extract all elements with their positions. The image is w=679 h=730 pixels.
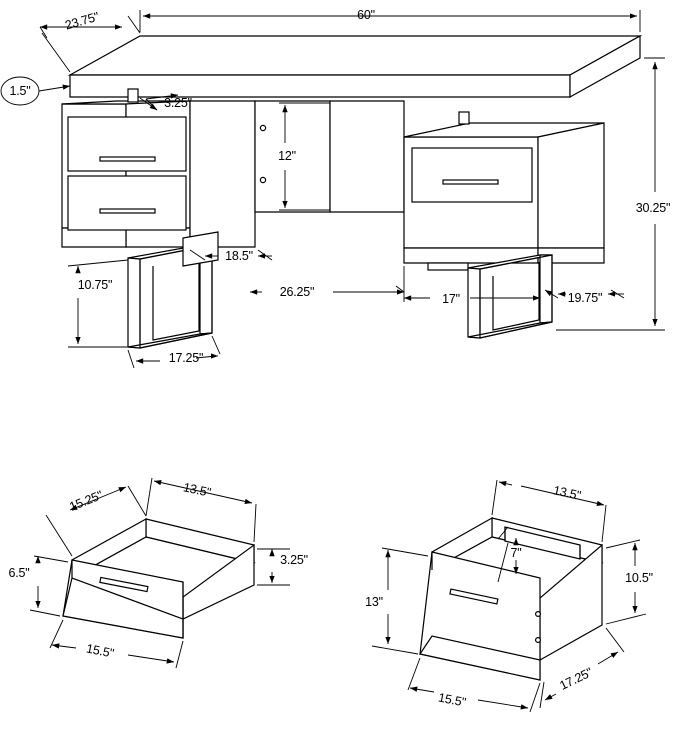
dim-label-13: 13" bbox=[365, 595, 383, 609]
dim-label-7: 7" bbox=[510, 546, 522, 560]
dim-label-17: 17" bbox=[442, 292, 460, 306]
dim-label-3-25-drawer: 3.25" bbox=[280, 553, 308, 567]
dim-label-23-75: 23.75" bbox=[63, 9, 101, 33]
dim-label-10-5: 10.5" bbox=[625, 571, 653, 585]
dim-label-13-5-left: 13.5" bbox=[181, 480, 213, 500]
dim-label-15-25: 15.25" bbox=[67, 488, 105, 514]
dim-label-30-25: 30.25" bbox=[635, 201, 671, 215]
dim-label-12: 12" bbox=[278, 149, 296, 163]
drawer-open-right-view bbox=[372, 480, 646, 712]
dim-label-15-5-left: 15.5" bbox=[85, 641, 115, 661]
dim-label-6-5: 6.5" bbox=[8, 566, 30, 580]
dim-label-19-75: 19.75" bbox=[567, 291, 603, 305]
right-pedestal bbox=[404, 112, 604, 270]
desk-top bbox=[70, 36, 640, 97]
dim-label-26-25: 26.25" bbox=[279, 285, 315, 299]
desk-front-view bbox=[1, 10, 665, 368]
right-leg-frame bbox=[468, 255, 552, 338]
dim-label-3-25-gap: 3.25" bbox=[164, 96, 192, 110]
left-pedestal bbox=[62, 89, 255, 247]
left-leg-frame bbox=[128, 232, 218, 348]
dim-label-18-5: 18.5" bbox=[225, 249, 253, 263]
dim-label-10-75: 10.75" bbox=[77, 278, 113, 292]
dim-label-13-5-right: 13.5" bbox=[551, 483, 583, 503]
dim-label-15-5-right: 15.5" bbox=[437, 690, 467, 710]
dim-label-17-25-drawer: 17.25" bbox=[557, 665, 595, 693]
dim-label-1-5: 1.5" bbox=[9, 84, 31, 98]
dim-label-60: 60" bbox=[357, 8, 375, 22]
dim-label-17-25-leg: 17.25" bbox=[168, 351, 204, 365]
